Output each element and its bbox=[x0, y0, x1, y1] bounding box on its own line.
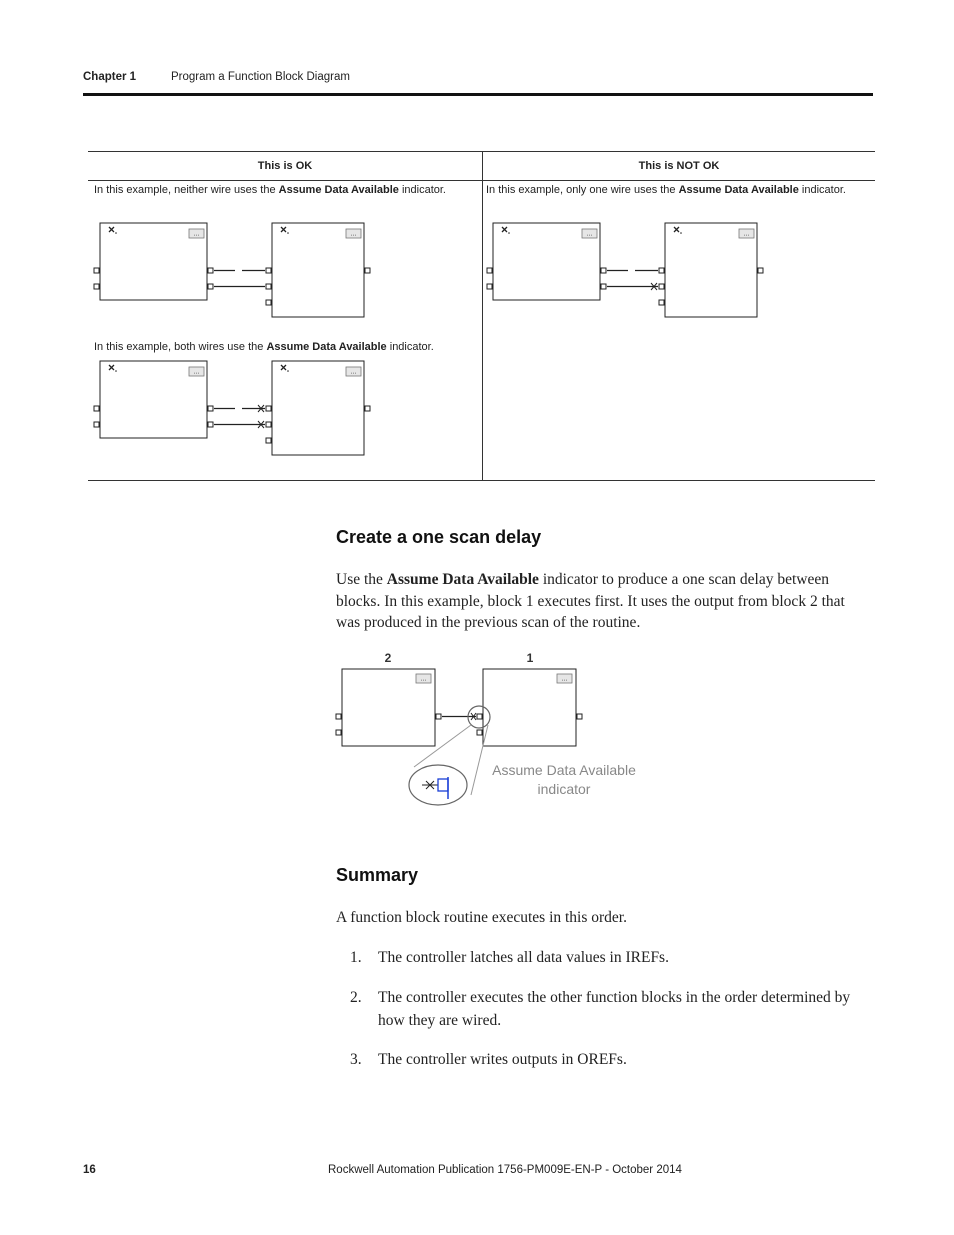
notok-example1-caption: In this example, only one wire uses the Assume Data Available indicator. bbox=[486, 184, 846, 196]
chapter-label: Chapter 1 bbox=[83, 71, 137, 83]
list-item-number: 2. bbox=[350, 989, 362, 1006]
ellipsis-button-icon bbox=[346, 229, 361, 238]
col-header-ok: This is OK bbox=[88, 152, 483, 181]
ellipsis-button-icon bbox=[416, 674, 431, 683]
one-scan-delay-paragraph: Use the Assume Data Available indicator to produce a one scan delay between blocks. In this example, block 1 executes first. It uses the output from block 2 that was produced in the previous scan of the routine. bbox=[336, 571, 845, 631]
list-item-number: 1. bbox=[350, 949, 362, 966]
ok-example2-caption: In this example, both wires use the Assume Data Available indicator. bbox=[94, 341, 434, 353]
list-item-number: 3. bbox=[350, 1051, 362, 1068]
ellipsis-button-icon bbox=[739, 229, 754, 238]
callout-label-line1: Assume Data Available bbox=[492, 762, 636, 778]
list-item-text: The controller latches all data values in IREFs. bbox=[378, 949, 669, 966]
fbd-notok-example1 bbox=[483, 218, 773, 322]
list-item-text: The controller writes outputs in OREFs. bbox=[378, 1051, 627, 1068]
section-heading-one-scan-delay: Create a one scan delay bbox=[336, 527, 542, 547]
fbd-ok-example2 bbox=[90, 356, 380, 460]
ok-example1-caption: In this example, neither wire uses the Assume Data Available indicator. bbox=[94, 184, 446, 196]
assume-data-available-icon bbox=[256, 405, 265, 412]
col-header-not-ok: This is NOT OK bbox=[483, 152, 876, 181]
publication-info: Rockwell Automation Publication 1756-PM009E-EN-P - October 2014 bbox=[328, 1164, 682, 1176]
ellipsis-button-icon bbox=[346, 367, 361, 376]
ellipsis-button-icon bbox=[189, 229, 204, 238]
list-item-text: The controller executes the other function blocks in the order determined by how they are wired. bbox=[378, 989, 851, 1029]
page-number: 16 bbox=[83, 1164, 96, 1176]
ellipsis-button-icon bbox=[189, 367, 204, 376]
chapter-title: Program a Function Block Diagram bbox=[171, 71, 350, 83]
section-heading-summary: Summary bbox=[336, 865, 419, 885]
block-number-label: 1 bbox=[526, 651, 534, 665]
callout-label-line2: indicator bbox=[537, 781, 591, 797]
ellipsis-button-icon bbox=[557, 674, 572, 683]
header-rule bbox=[83, 93, 873, 96]
one-scan-delay-figure bbox=[334, 645, 654, 815]
summary-intro: A function block routine executes in this order. bbox=[336, 909, 627, 926]
ellipsis-button-icon bbox=[582, 229, 597, 238]
fbd-ok-example1 bbox=[90, 218, 380, 322]
block-number-label: 2 bbox=[384, 651, 392, 665]
